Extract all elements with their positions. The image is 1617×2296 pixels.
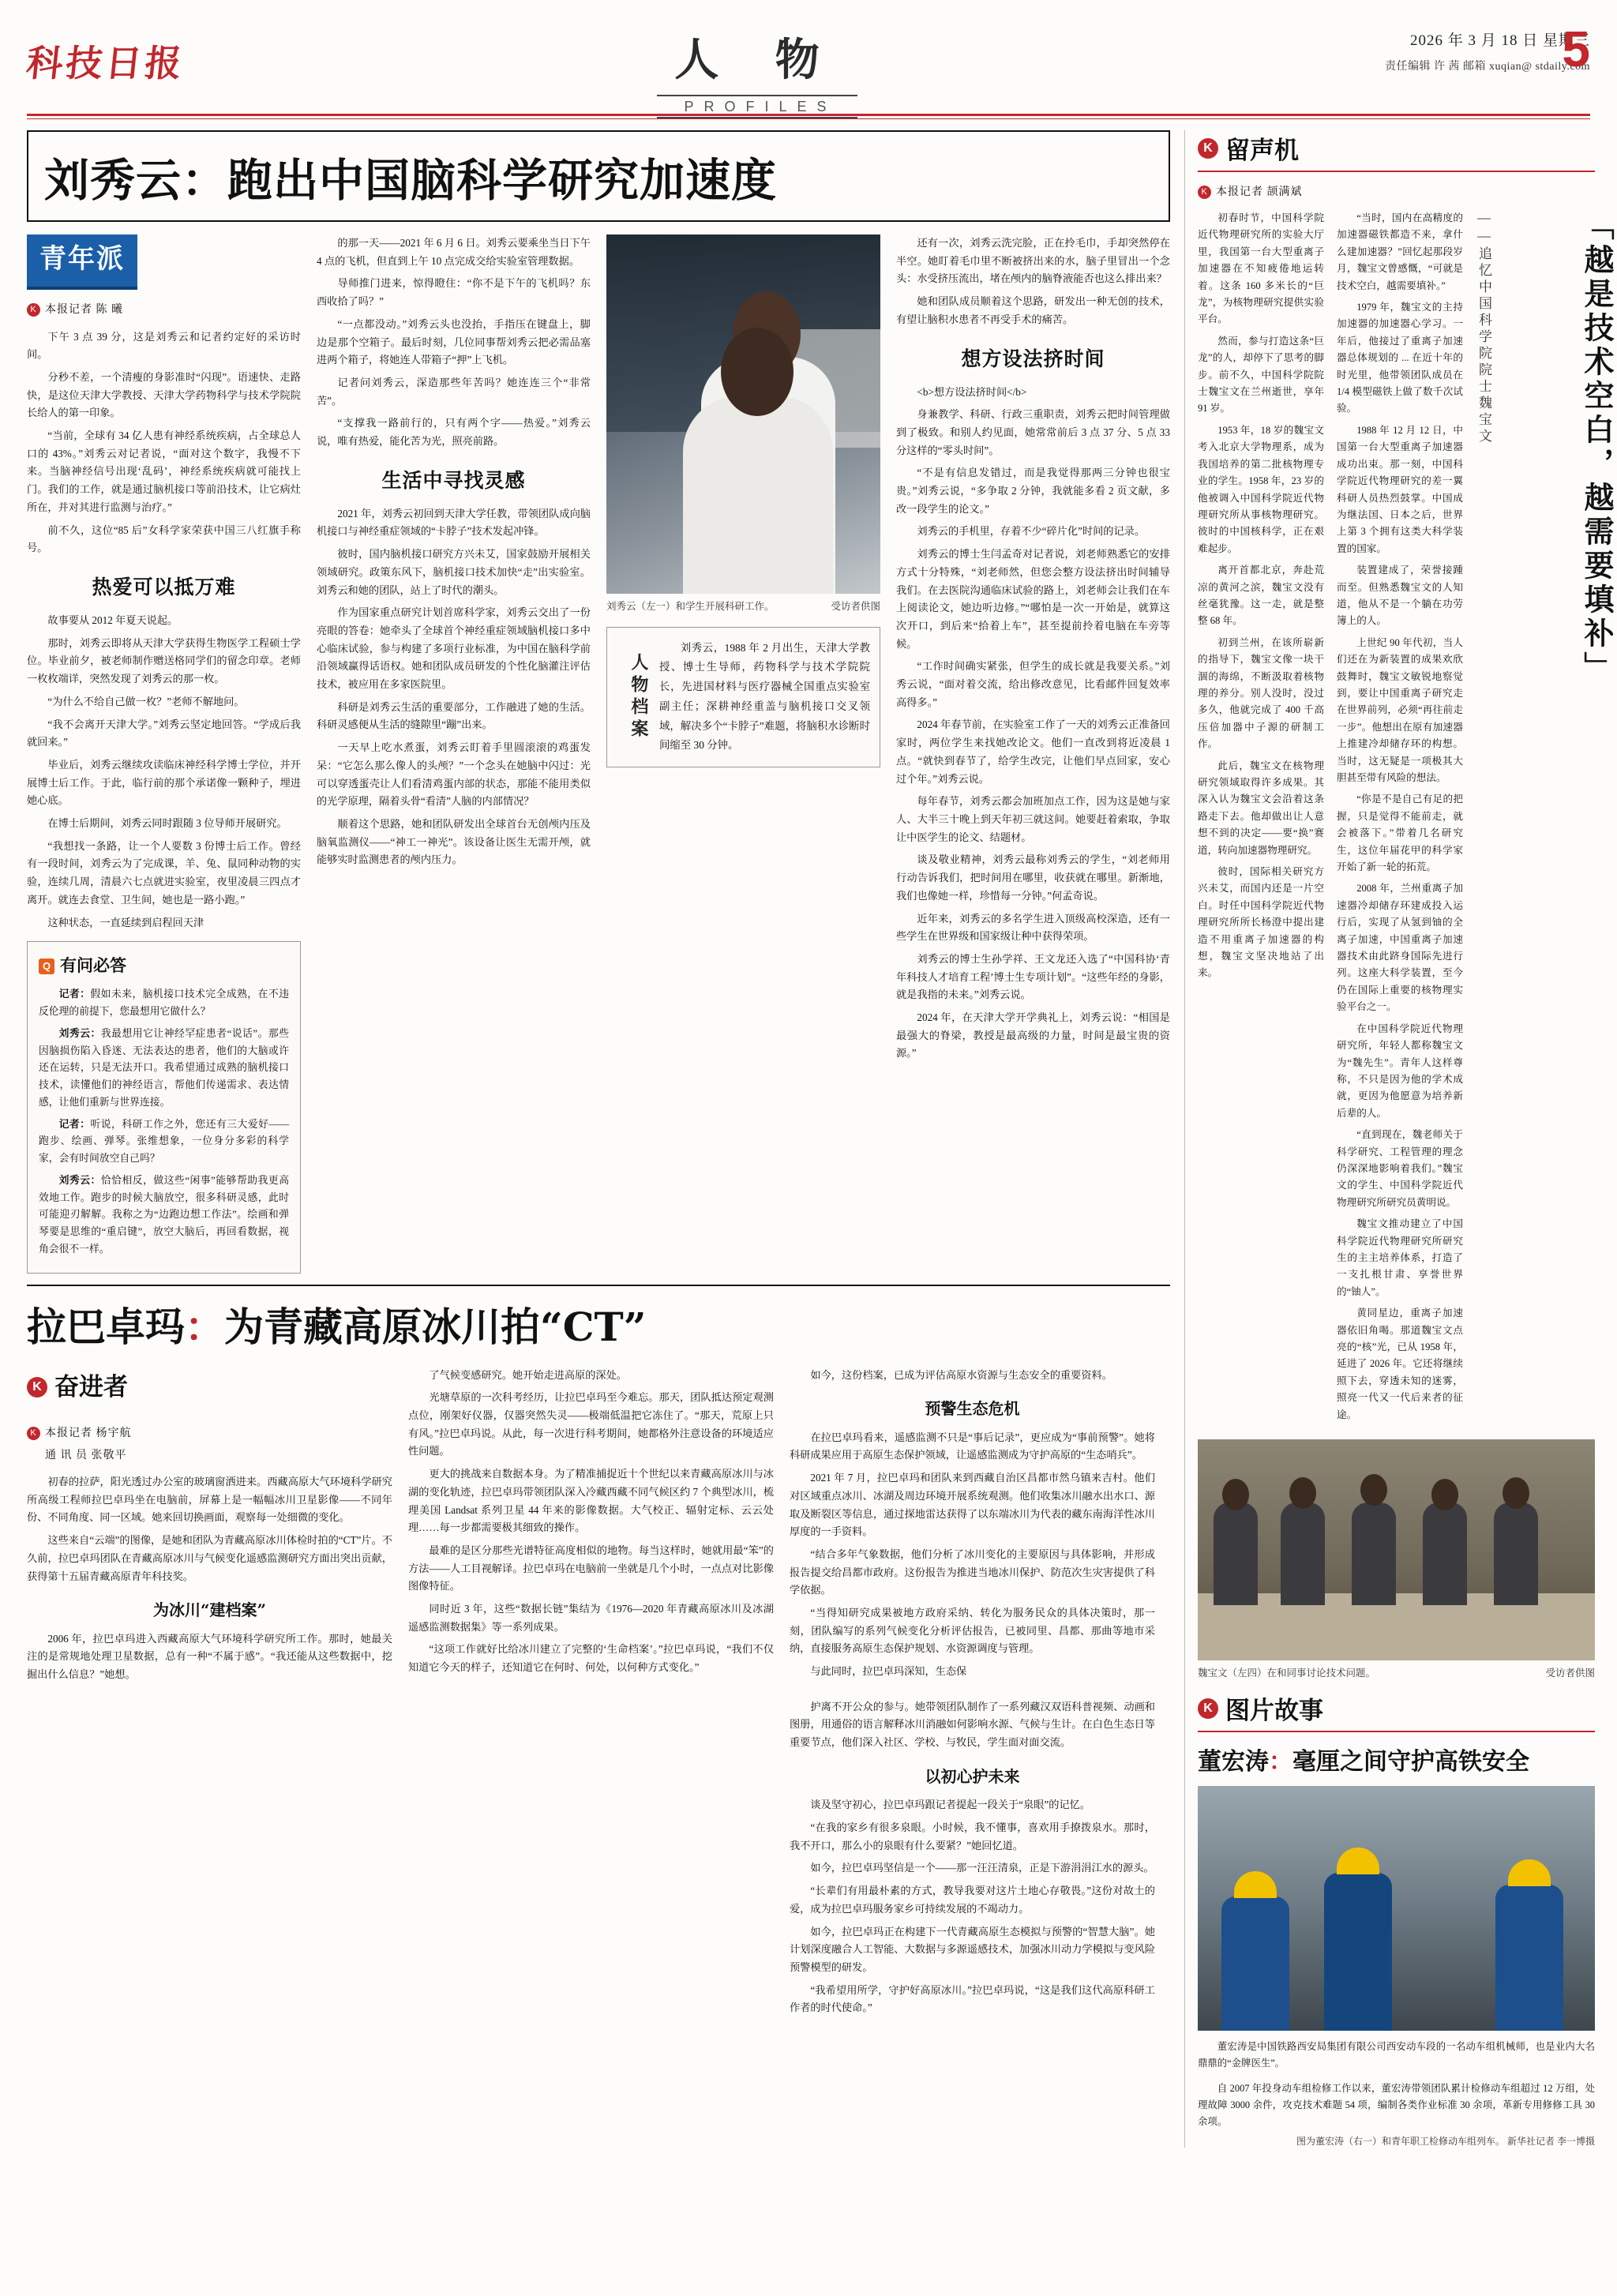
main-col-4 bbox=[896, 234, 1170, 1274]
paragraph: 黄同星边，重离子加速器依旧角喝。那道魏宝文点亮的“核”光，已从 1958 年，延进了 2026 年。它还将继续照下去，穿透未知的迷雾，照亮一代又一代后来者的征途。 bbox=[1337, 1307, 1463, 1420]
section-badge-icon: K bbox=[27, 1377, 47, 1397]
paragraph: 然而，参与打造这条“巨龙”的人，却停下了思考的脚步。前不久，中国科学院院士魏宝文在兰州逝世，享年 91 岁。 bbox=[1198, 335, 1324, 415]
paragraph: 刘秀云的博士生闫孟奇对记者说，刘老师熟悉它的安排方式十分特殊，“刘老师然，但您会整方设法挤出时间辅导我们。在去医院沟通临床试验的路上，刘老师会让我们在车上阅读论文，她边听边修。”“哪怕是一次一开始是，就算这次开口，到后来“拾着上车”，甚至提前拎着电脑在车旁等候。 bbox=[896, 548, 1170, 650]
paragraph: “我想找一条路，让一个人要数 3 份博士后工作。曾经有一段时间，刘秀云为了完成课，羊、兔、鼠同种动物的实验，连续几周，清晨六七点就进实验室，夜里凌晨三四点才离开。就连去食堂、卫生间，她也是一路小跑。” bbox=[27, 839, 301, 906]
hardhat-icon bbox=[1337, 1848, 1379, 1874]
hardhat-icon bbox=[1508, 1859, 1551, 1886]
right-col-2 bbox=[1337, 210, 1463, 1428]
bottom-col-4 bbox=[27, 1698, 392, 2022]
paragraph: 上世纪 90 年代初，当人们还在为新装置的成果欢欣鼓舞时，魏宝文敏锐地察觉到，要让中国重离子研究走在世界前列，必须“再往前走一步”。他想出在原有加速器上推建冷却储存环的构想。当时，这无疑是一项极其大胆甚至带有风险的想法。 bbox=[1337, 636, 1463, 783]
paragraph: 如今，这份档案，已成为评估高原水资源与生态安全的重要资料。 bbox=[810, 1368, 1112, 1381]
qa-speaker: 刘秀云： bbox=[58, 1027, 101, 1039]
paragraph: “不是有信息发错过，而是我觉得那两三分钟也很宝贵。”刘秀云说，“多争取 2 分钟，我就能多看 2 页文献，多改一段学生的论文。” bbox=[896, 467, 1170, 515]
bottom-col-1 bbox=[27, 1367, 392, 1689]
bottom-article bbox=[27, 1285, 1170, 2022]
main-article-columns bbox=[27, 234, 1170, 1274]
paragraph: 故事要从 2012 年夏天说起。 bbox=[47, 613, 178, 626]
section-subtitle: PROFILES bbox=[657, 95, 857, 118]
main-headline-box bbox=[27, 130, 1170, 222]
paragraph: 初春时节，中国科学院近代物理研究所的实验大厅里，我国第一台大型重离子加速器在不知疲倦地运转着。这条 160 多米长的“巨龙”，为核物理研究提供实验平台。 bbox=[1198, 212, 1324, 325]
bottom-headline-text: 为青藏高原冰川拍“CT” bbox=[224, 1303, 647, 1350]
paragraph: “我不会离开天津大学。”刘秀云坚定地回答。“学成后我就回来。” bbox=[27, 718, 301, 748]
paragraph: “为什么不给自己做一枚？”老师不解地问。 bbox=[47, 695, 245, 707]
right-photo-caption: 魏宝文（左四）在和同事讨论技术问题。 bbox=[1198, 1668, 1376, 1679]
photo-story-text: 毫厘之间守护高铁安全 bbox=[1292, 1748, 1529, 1776]
bottom-col-6 bbox=[790, 1698, 1155, 2022]
bottom-sub-head-3: 以初心护未来 bbox=[925, 1766, 1020, 1786]
paragraph: 在拉巴卓玛看来，遥感监测不只是“事后记录”，更应成为“事前预警”。她将科研成果应用于高原生态保护领域，让遥感监测成为守护高原的“生态哨兵”。 bbox=[790, 1431, 1155, 1461]
paragraph: 的那一天——2021 年 6 月 6 日。刘秀云要乘坐当日下午 4 点的飞机，但直到上午 10 点完成交给实验室管理数据。 bbox=[317, 237, 591, 267]
qa-speaker: 记者： bbox=[58, 1118, 91, 1130]
photo-story-headline bbox=[1198, 1742, 1595, 1776]
right-photo-2 bbox=[1198, 1786, 1595, 2031]
page-body bbox=[27, 130, 1615, 2148]
bottom-section-label: 奋进者 bbox=[54, 1372, 128, 1401]
paragraph: 科研是刘秀云生活的重要部分，工作融进了她的生活。科研灵感便从生活的缝隙里“蹦”出来。 bbox=[317, 700, 591, 731]
section-badge-icon: K bbox=[1198, 1698, 1218, 1719]
bottom-columns-2 bbox=[27, 1698, 1170, 2022]
photo-worker bbox=[1495, 1885, 1563, 2031]
main-headline-name: 刘秀云 bbox=[44, 154, 182, 207]
bottom-col-5 bbox=[408, 1698, 774, 2022]
paragraph: 每年春节，刘秀云都会加班加点工作，因为这是她与家人、大半三十晚上到天年初三就这间。她要赶着索取，争取让中医学生的论文、结题材。 bbox=[896, 795, 1170, 843]
paragraph: 一天早上吃水煮蛋，刘秀云盯着手里圆滚滚的鸡蛋发呆：“它怎么那么像人的头颅？”一个念头在她脑中闪过：光可以穿透蛋壳让人们看清鸡蛋内部的状态，那能不能用类似的光学原理，隔着头骨“看清”人脑的内部情况？ bbox=[317, 741, 591, 808]
paragraph: “一点都没动。”刘秀云头也没抬，手指压在键盘上，脚边是那个空箱子。最后时刻，几位同事帮刘秀云把必需品塞进两个箱子，将她连人带箱子“押”上飞机。 bbox=[317, 317, 591, 366]
photo-person bbox=[1494, 1503, 1538, 1605]
photo-person bbox=[1352, 1503, 1396, 1605]
paragraph: 下午 3 点 39 分，这是刘秀云和记者约定好的采访时间。 bbox=[27, 330, 301, 361]
photo-head bbox=[1222, 1479, 1249, 1510]
paragraph: 初春的拉萨，阳光透过办公室的玻璃窗洒进来。西藏高原大气环境科学研究所高级工程师拉巴卓玛坐在电脑前，屏幕上是一幅幅冰川卫星影像——不同年份、不同角度、同一区域。她来回切换画面，观察每一处细微的变化。 bbox=[27, 1476, 392, 1524]
photo-story-credit: 图为董宏涛（右一）和青年职工检修动车组列车。 新华社记者 李一博摄 bbox=[1296, 2135, 1595, 2147]
bottom-byline-1 bbox=[27, 1424, 392, 1443]
paragraph: “结合多年气象数据，他们分析了冰川变化的主要原因与具体影响，并形成报告提交给昌都市政府。这份报告为推进当地冰川保护、防范次生灾害提供了科学依据。 bbox=[790, 1548, 1155, 1596]
hardhat-icon bbox=[1234, 1871, 1277, 1898]
right-photo-1 bbox=[1198, 1439, 1595, 1660]
photo-story-colon: ： bbox=[1269, 1748, 1292, 1776]
photo-story-text-2: 自 2007 年投身动车组检修工作以来，董宏涛带领团队累计检修动车组超过 12 万组，处理故障 3000 余件，攻克技术难题 54 项，编制各类作业标准 30 余项，革新专用修修工具 30 余项。 bbox=[1198, 2082, 1595, 2128]
article-tag: 青年派 bbox=[27, 234, 137, 290]
sub-head-2: 生活中寻找灵感 bbox=[381, 468, 526, 492]
right-photo-credit: 受访者供图 bbox=[1545, 1668, 1595, 1679]
paragraph: 光塘草原的一次科考经历，让拉巴卓玛至今难忘。那天，团队抵达预定观测点位，刚架好仪器，仅器突然失灵——极端低温把它冻住了。“那天，荒原上只有风。”拉巴卓玛说。从此，每一次进行科考期间，她都格外注意设备的环境适应性问题。 bbox=[408, 1391, 774, 1458]
paragraph: 2024 年春节前，在实验室工作了一天的刘秀云正准备回家时，两位学生来找她改论文。他们一直改到将近凌晨 1 点。“就快到春节了，给学生改完，让他们早点回家，安心过个年。”刘秀云说。 bbox=[896, 718, 1170, 785]
photo-caption-row bbox=[606, 598, 880, 616]
paragraph: 身兼教学、科研、行政三重职责，刘秀云把时间管理做到了极致。和别人约见面，她常常前后 3 点 37 分、5 点 33 分这样的“零头时间”。 bbox=[896, 408, 1170, 456]
bottom-col-3 bbox=[790, 1367, 1155, 1689]
paragraph: 谈及坚守初心，拉巴卓玛跟记者提起一段关于“泉眼”的记忆。 bbox=[810, 1799, 1090, 1811]
paragraph: “支撑我一路前行的，只有两个字——热爱。”刘秀云说，唯有热爱，能化苦为光，照亮前路。 bbox=[317, 417, 591, 448]
paragraph: 这些来自“云端”的图像，是她和团队为青藏高原冰川体检时拍的“CT”片。不久前，拉巴卓玛团队在青藏高原冰川与气候变化遥感监测研究方面出突出贡献，获得第十五届青藏高原青年科技奖。 bbox=[27, 1534, 392, 1582]
main-byline-text: 本报记者 陈 曦 bbox=[45, 304, 123, 317]
photo-person bbox=[1214, 1503, 1258, 1605]
publication-logo bbox=[24, 21, 264, 87]
paragraph: <b>想方设法挤时间</b> bbox=[917, 385, 1027, 398]
photo-person bbox=[1423, 1503, 1467, 1605]
paragraph: “当时，国内在高精度的加速器磁铁都造不来，拿什么建加速器？”回忆起那段岁月，魏宝文曾感慨，“可就是技术空白，越需要填补。” bbox=[1337, 212, 1463, 291]
paragraph: “这项工作就好比给冰川建立了完整的‘生命档案’。”拉巴卓玛说，“我们不仅知道它今天的样子，还知道它在何时、何处，以何种方式变化。” bbox=[408, 1643, 774, 1674]
right-text-columns bbox=[1198, 210, 1463, 1428]
right-vertical-headline: 「越是技术空白，越需要填补」 bbox=[1579, 210, 1615, 685]
bottom-sub-head-1: 为冰川“建档案” bbox=[152, 1600, 266, 1620]
date-line: 2026 年 3 月 18 日 星期三 bbox=[1409, 32, 1590, 49]
paragraph: “长辈们有用最朴素的方式，教导我要对这片土地心存敬畏。”这份对故土的爱，成为拉巴卓玛服务家乡可持续发展的不竭动力。 bbox=[790, 1885, 1155, 1915]
editor-line: 责任编辑 许 茜 邮箱 xuqian@ stdaily.com bbox=[1384, 61, 1590, 73]
paragraph: 2021 年，刘秀云初回到天津大学任教，带领团队成向脑机接口与神经重症领域的“卡脖子”技术发起冲锋。 bbox=[317, 507, 591, 538]
main-photo bbox=[606, 234, 880, 594]
bottom-headline bbox=[27, 1296, 1170, 1357]
paragraph: 谈及敬业精神，刘秀云最称刘秀云的学生，“刘老师用行动告诉我们，把时间用在哪里，收获就在哪里。新渐地，我们也像她一样，珍惜每一分钟。”何孟奇说。 bbox=[896, 853, 1170, 902]
paragraph: 彼时，国内脑机接口研究方兴未艾，国家鼓励开展相关领域研究。政策东风下，脑机接口技术加快“走”出实验室。刘秀云和她的团队，站上了时代的潮头。 bbox=[317, 548, 591, 596]
qa-head-text: 有问必答 bbox=[60, 955, 126, 976]
paragraph: 作为国家重点研究计划首席科学家，刘秀云交出了一份亮眼的答卷：她牵头了全球首个神经重症领域脑机接口多中心临床试验，参与构建了多项行业标准，为中国在脑科学前沿领域赢得话语权。她和团队成员研发的个性化脑灌注评估技术，被应用在多家医院里。 bbox=[317, 606, 591, 691]
main-col-3 bbox=[606, 234, 880, 1274]
paragraph: 初到兰州，在该所崭新的指导下，魏宝文像一块干涸的海绵，不断汲取着核物理的养分。别人没时，没过多久，他就完成了 400 千高压倍加器中子源的研制工作。 bbox=[1198, 636, 1324, 750]
qa-speaker: 刘秀云： bbox=[58, 1174, 101, 1186]
paragraph: 了气候变感研究。她开始走进高原的深处。 bbox=[429, 1368, 627, 1381]
right-section-2-label: 图片故事 bbox=[1225, 1697, 1323, 1726]
qa-box bbox=[27, 941, 301, 1273]
masthead-rule-thin bbox=[27, 118, 1590, 119]
paragraph: 前不久，这位“85 后”女科学家荣获中国三八红旗手称号。 bbox=[27, 523, 301, 554]
paragraph: 顺着这个思路，她和团队研发出全球首台无创颅内压及脑氧监测仪——“神工一神光”。该设备让医生无需开颅，就能够实时监测患者的颅内压力。 bbox=[317, 817, 591, 866]
paragraph: 最难的是区分那些光谱特征高度相似的地物。每当这样时，她就用最“笨”的方法——人工目视解译。拉巴卓玛在电脑前一坐就是几个小时，一点点对比影像图像特征。 bbox=[408, 1544, 774, 1593]
main-col-2 bbox=[317, 234, 591, 1274]
paragraph: 那时，刘秀云即将从天津大学获得生物医学工程硕士学位。毕业前夕，被老师制作赠送格同学们的留念印章。老师一枚枚端详，突然发现了刘秀云的那一枚。 bbox=[27, 636, 301, 685]
qa-item bbox=[39, 1172, 289, 1259]
qa-item bbox=[39, 986, 289, 1021]
paragraph: 2006 年，拉巴卓玛进入西藏高原大气环境科学研究所工作。那时，她最关注的是常规地处理卫星数据，总有一种“不属于感”。“我还能从这些数据中，挖掘出什么信息？”她想。 bbox=[27, 1632, 392, 1681]
paragraph: 还有一次，刘秀云洗完脸，正在拎毛巾，手却突然停在半空。她盯着毛巾里不断被挤出来的水，脑子里冒出一个念头：水受挤压流出，堵在颅内的脑脊液能否也这么排出来？ bbox=[896, 237, 1170, 285]
paragraph: “当前，全球有 34 亿人患有神经系统疾病，占全球总人口的 43%。”刘秀云对记者说，“面对这个数字，我慢不下来。当脑神经信号出现‘乱码’，神经系统疾病就可能找上门。我们的工作，就是通过脑机接口等前沿技术，让它病灶所在，并对其进行监测与治疗。” bbox=[27, 430, 301, 513]
paragraph: “工作时间确实紧张，但学生的成长就是我要关系。”刘秀云说，“面对着交流，给出修改意见，比看邮件回复效率高得多。” bbox=[896, 660, 1170, 708]
right-byline bbox=[1198, 183, 1595, 199]
photo-head-right bbox=[721, 328, 793, 416]
dossier-title: 人物档案 bbox=[628, 652, 649, 741]
paragraph: 魏宝文推动建立了中国科学院近代物理研究所研究生的主主培养体系，打造了一支扎根甘肃、享誉世界的“铀人”。 bbox=[1337, 1218, 1463, 1297]
paragraph: 如今，拉巴卓玛坚信是一个——那一汪汪清泉，正是下游涓涓江水的源头。 bbox=[810, 1862, 1154, 1874]
paragraph: 记者问刘秀云，深造那些年苦吗？她连连三个“非常苦”。 bbox=[317, 376, 591, 407]
paragraph: 在中国科学院近代物理研究所，年轻人都称魏宝文为“魏先生”。青年人这样尊称，不只是因为他的学术成就，更因为他愿意为培养新后辈的人。 bbox=[1337, 1022, 1463, 1119]
paragraph: 2024 年，在天津大学开学典礼上，刘秀云说：“相国是最强大的脊梁，教授是最高级的力量，时间是最宝贵的资源。” bbox=[896, 1011, 1170, 1060]
byline-icon: K bbox=[1198, 186, 1211, 199]
paragraph: “你是不是自己有足的把握，只是觉得不能前走，就会被落下。”带着几名研究生，这位年届花甲的科学家开始了新一轮的拓荒。 bbox=[1337, 793, 1463, 873]
photo-story-text-1: 董宏涛是中国铁路西安局集团有限公司西安动车段的一名动车组机械师，也是业内大名鼎鼎的“金牌医生”。 bbox=[1198, 2041, 1595, 2069]
bottom-byline-2: 通 讯 员 张敬平 bbox=[45, 1449, 127, 1461]
photo-head bbox=[1360, 1474, 1387, 1506]
paragraph: “我希望用所学，守护好高原冰川。”拉巴卓玛说，“这是我们这代高原科研工作者的时代使命。” bbox=[790, 1983, 1155, 2014]
sub-head-3: 想方设法挤时间 bbox=[961, 347, 1105, 370]
right-photo-1-caption-row bbox=[1198, 1665, 1595, 1679]
paragraph: 她和团队成员顺着这个思路，研发出一种无创的技术，有望让脑积水患者不再受手术的痛苦。 bbox=[896, 295, 1170, 325]
paragraph: 离开首都北京，奔赴荒凉的黄河之滨，魏宝文没有丝毫犹豫。这一走，就是整整 68 年。 bbox=[1198, 565, 1324, 627]
right-section-2-head bbox=[1198, 1690, 1595, 1732]
qa-text: 我最想用它让神经罕症患者“说话”。那些因脑损伤陷入昏迷、无法表达的患者，他们的大脑或许还在运转，只是无法开口。我希望通过成熟的脑机接口技术，读懂他们的神经语言，帮他们传递需求、表达情感，让他们重新与世界连接。 bbox=[39, 1027, 289, 1108]
qa-speaker: 记者： bbox=[58, 989, 91, 1000]
bottom-byline-text-1: 本报记者 杨宇航 bbox=[45, 1427, 132, 1439]
paragraph: 此后，魏宝文在核物理研究领域取得许多成果。其深入认为魏宝文会沿着这条路走下去。他却做出让人意想不到的决定——要“换”赛道，转向加速器物理研究。 bbox=[1198, 760, 1324, 856]
paragraph: 如今，拉巴卓玛正在构建下一代青藏高原生态模拟与预警的“智慧大脑”。她计划深度融合人工智能、大数据与多源遥感技术，加强冰川动力学模拟与变风险预警模型的研发。 bbox=[790, 1925, 1155, 1973]
paragraph: 导师推门进来，惊得瞪住：“你不是下午的飞机吗？东西收拾了吗？” bbox=[317, 277, 591, 308]
paragraph: 与此同时，拉巴卓玛深知，生态保 bbox=[810, 1665, 967, 1678]
photo-head bbox=[1289, 1477, 1316, 1509]
paragraph: 近年来，刘秀云的多名学生进入顶级高校深造，还有一些学生在世界级和国家级让种中获得荣项。 bbox=[896, 912, 1170, 943]
dossier-text: 刘秀云，1988 年 2 月出生，天津大学教授、博士生导师，药物科学与技术学院院长，先进国材料与医疗器械全国重点实验室副主任；深耕神经重盖与脑机接口交叉领域，解决多个“卡脖子”难题，将脑积水诊断时间缩至 30 分钟。 bbox=[659, 641, 870, 752]
photo-worker bbox=[1324, 1873, 1392, 2031]
section-title: 人 物 bbox=[674, 34, 840, 86]
right-byline-text: 本报记者 颉满斌 bbox=[1216, 186, 1303, 198]
masthead-meta bbox=[1251, 21, 1590, 77]
paragraph: “在我的家乡有很多泉眼。小时候，我不懂事，喜欢用手撩拨泉水。那时，我不开口，那么小的泉眼有什么要紧？”她回忆道。 bbox=[790, 1821, 1155, 1851]
bottom-section-label-row bbox=[27, 1367, 392, 1413]
main-headline-colon: ： bbox=[182, 154, 227, 207]
right-article-body bbox=[1198, 210, 1615, 1428]
section-title-block bbox=[264, 21, 1251, 118]
paragraph: 刘秀云的手机里，存着不少“碎片化”时间的记录。 bbox=[917, 525, 1146, 538]
paragraph: 分秒不差，一个清瘦的身影准时“闪现”。语速快、走路快，是这位天津大学教授、天津大学药物科学与技术学院院长给人的第一印象。 bbox=[27, 370, 301, 419]
qa-head bbox=[39, 951, 289, 980]
main-byline bbox=[27, 301, 301, 320]
paragraph: 装置建成了，荣誉接踵而至。但熟悉魏宝文的人知道，他从不是一个躺在功劳簿上的人。 bbox=[1337, 565, 1463, 627]
page-number: 5 bbox=[1562, 21, 1590, 77]
photo-head bbox=[1503, 1477, 1529, 1509]
qa-text: 恰恰相反，做这些“闲事”能够帮助我更高效地工作。跑步的时候大脑放空，很多科研灵感，此时可能迎刃解解。我称之为“边跑边想工作法”。绘画和弹琴要是思维的“重启键”，放空大脑后，再回看数据，视角会很不一样。 bbox=[39, 1174, 289, 1255]
left-zone bbox=[27, 130, 1170, 2148]
bottom-col-2 bbox=[408, 1367, 774, 1689]
section-badge-icon: K bbox=[1198, 138, 1218, 159]
paragraph: 1979 年，魏宝文的主持加速器的加速器心学习。一年后，他接过了重离子加速器总体规划的 ... 在近十年的时光里，他带领团队成员在 1/4 模型磁铁上做了数千次试验。 bbox=[1337, 302, 1463, 415]
question-icon: Q bbox=[39, 959, 54, 974]
photo-caption: 刘秀云（左一）和学生开展科研工作。 bbox=[606, 601, 775, 612]
paragraph: 刘秀云的博士生孙学祥、王文龙还入选了“中国科协‘青年科技人才培育工程’博士生专项计划”。“这些年经的身影，就是我指的未来。”刘秀云说。 bbox=[896, 952, 1170, 1001]
bottom-sub-head-2: 预警生态危机 bbox=[925, 1399, 1020, 1419]
right-col-1 bbox=[1198, 210, 1324, 1428]
right-section-1-head bbox=[1198, 130, 1595, 172]
photo-worker bbox=[1221, 1896, 1289, 2031]
photo-head bbox=[1431, 1479, 1458, 1510]
paragraph: 这种状态，一直延续到启程回天津 bbox=[47, 916, 204, 929]
qa-text: 听说，科研工作之外，您还有三大爱好——跑步、绘画、弹琴。张维想象，一位身分多彩的科学家，会有时间放空自己吗？ bbox=[39, 1118, 290, 1165]
main-col-1 bbox=[27, 234, 301, 1274]
paragraph: 1953 年，18 岁的魏宝文考入北京大学物理系，成为我国培养的第二批核物理专业的学生。1958 年，23 岁的他被调入中国科学院近代物理研究所从事核物理研究。彼时的中国核科学，正在艰难起步。 bbox=[1198, 424, 1324, 554]
qa-text: 假如未来，脑机接口技术完全成熟，在不违反伦理的前提下，您最想用它做什么？ bbox=[39, 989, 290, 1018]
bottom-headline-name: 拉巴卓玛 bbox=[27, 1303, 185, 1350]
paragraph: 彼时，国际相关研究方兴未艾，而国内还是一片空白。时任中国科学院近代物理研究所所长杨澄中提出建造不用重离子加速器的构想，魏宝文坚决地站了出来。 bbox=[1198, 866, 1324, 979]
sub-head-1: 热爱可以抵万难 bbox=[92, 575, 236, 598]
paragraph: “直到现在，魏老师关于科学研究、工程管理的理念仍深深地影响着我们。”魏宝文的学生、中国科学院近代物理研究所研究员黄明说。 bbox=[1337, 1129, 1463, 1208]
photo-story-name: 董宏涛 bbox=[1198, 1748, 1269, 1776]
profile-dossier bbox=[606, 627, 880, 768]
main-headline-text: 跑出中国脑科学研究加速度 bbox=[227, 154, 777, 207]
photo-person bbox=[1281, 1503, 1325, 1605]
paragraph: “当得知研究成果被地方政府采纳、转化为服务民众的具体决策时，那一刻，团队编写的系列气候变化分析评估报告，已被同里、昌都、那曲等地市采纳，直接服务高原生态保护规划、水资源调度与管理。 bbox=[790, 1607, 1155, 1655]
bottom-headline-colon: ： bbox=[185, 1303, 224, 1350]
qa-item bbox=[39, 1026, 289, 1112]
right-section-1-label: 留声机 bbox=[1225, 137, 1299, 165]
byline-icon: K bbox=[27, 303, 40, 317]
masthead bbox=[24, 21, 1590, 114]
paragraph: 2021 年 7 月，拉巴卓玛和团队来到西藏自治区昌都市然乌镇来吉村。他们对区域重点冰川、冰湖及周边环境开展系统观测。他们收集冰川融水出水口、源取及断裂区等信息，通过探地雷达获得了以东端冰川为代表的藏东南海洋性冰川厚度的一手资料。 bbox=[790, 1472, 1155, 1538]
photo-credit: 受访者供图 bbox=[831, 601, 880, 612]
paragraph: 毕业后，刘秀云继续攻读临床神经科学博士学位，并开展博士后工作。于此，临行前的那个承诺像一颗种子，埋进她心底。 bbox=[27, 758, 301, 807]
photo-person-right bbox=[683, 396, 833, 594]
paragraph: 护离不开公众的参与。她带领团队制作了一系列藏汉双语科普视频、动画和图册，用通俗的语言解释冰川消融如何影响水源、气候与生计。在白色生态日等重要节点，他们深入社区、学校、与牧民，学生面对面交流。 bbox=[790, 1700, 1155, 1749]
paragraph: 1988 年 12 月 12 日，中国第一台大型重离子加速器成功出束。那一刻，中国科学院近代物理研究的差一翼科研人员热烈鼓掌。中国成为继法国、日本之后，世界上第 3 个拥有这类大科学装置的国家。 bbox=[1337, 424, 1463, 554]
bottom-columns bbox=[27, 1367, 1170, 1689]
paragraph: 2008 年，兰州重离子加速器冷却储存环建成投入运行后，实现了从氢到铀的全离子加速，中国重离子加速器技术由此跻身国际先进行列。这座大科学装置，至今仍在国际上重要的核物理实验平台之一。 bbox=[1337, 883, 1463, 1013]
right-vertical-subtitle: ——追忆中国科学院院士魏宝文 bbox=[1476, 210, 1491, 445]
paragraph: 同时近 3 年，这些“数据长链”集结为《1976—2020 年青藏高原冰川及冰湖遥感监测数据集》等一系列成果。 bbox=[408, 1603, 774, 1633]
right-zone bbox=[1184, 130, 1615, 2148]
qa-item bbox=[39, 1116, 289, 1168]
paragraph: 在博士后期间，刘秀云同时跟随 3 位导师开展研究。 bbox=[47, 817, 287, 830]
byline-icon: K bbox=[27, 1427, 40, 1440]
paragraph: 更大的挑战来自数据本身。为了精准捕捉近十个世纪以来青藏高原冰川与冰湖的变化轨迹，拉巴卓玛带领团队深入冷藏西藏不同气候区约 7 个典型冰川，梳理美国 Landsat 系列卫星 44 年来的影像数据。大气校正、辐射定标、云云处理……每一步都需要极其细致的操作。 bbox=[408, 1468, 774, 1534]
publication-name: 科技日报 bbox=[24, 42, 187, 84]
